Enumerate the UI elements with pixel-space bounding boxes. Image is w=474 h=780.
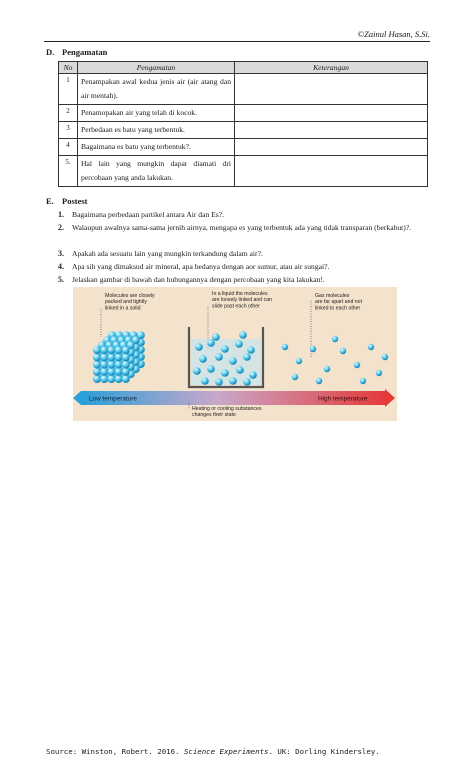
molecule: [247, 346, 255, 354]
molecule: [100, 361, 108, 369]
table-row: [59, 139, 428, 156]
section-d-heading: [46, 47, 107, 57]
molecule: [107, 368, 115, 376]
molecule: [229, 357, 237, 365]
molecule: [215, 378, 223, 386]
section-e-letter: E.: [46, 196, 54, 206]
table-row: [59, 156, 428, 187]
row-number: 4: [59, 139, 78, 156]
molecule: [229, 377, 237, 385]
question-item: [58, 261, 430, 274]
question-item: [58, 209, 430, 222]
molecule: [382, 354, 388, 360]
row-observation: Penamopakan air yang telah di kocok.: [78, 105, 235, 122]
molecule: [100, 375, 108, 383]
source-suffix: . UK: Dorling Kindersley.: [268, 747, 380, 756]
source-prefix: Source: Winston, Robert. 2016.: [46, 747, 184, 756]
molecule: [207, 365, 215, 373]
row-number: 5.: [59, 156, 78, 187]
molecule: [324, 366, 330, 372]
molecule: [100, 346, 108, 354]
row-observation: Penampakan awal kedua jenis air (air atang dan air mentah).: [78, 74, 235, 105]
left-arrowhead: [73, 391, 81, 405]
molecule: [107, 375, 115, 383]
table-row: [59, 122, 428, 139]
molecule: [239, 331, 247, 339]
molecule: [93, 353, 101, 361]
header-rule: [44, 41, 430, 42]
molecule: [115, 353, 123, 361]
molecule: [243, 353, 251, 361]
section-e-title: Postest: [62, 196, 88, 206]
question-number: 3.: [58, 249, 64, 258]
solid-molecules: [93, 331, 145, 383]
molecule: [93, 368, 101, 376]
molecule: [282, 344, 288, 350]
molecule: [207, 339, 215, 347]
molecule: [115, 375, 123, 383]
molecule: [195, 343, 203, 351]
molecule: [292, 374, 298, 380]
figure-captions: [105, 291, 363, 311]
question-text: Walaupun awalnya sama-sama jernih airnya, mengapa es yang terbentuk ada yang tidak transparan (berkabut)?.: [72, 223, 412, 232]
high-temperature-label: High temperature: [318, 395, 368, 403]
row-note[interactable]: [235, 139, 428, 156]
molecule: [221, 345, 229, 353]
molecule: [340, 348, 346, 354]
molecule: [235, 340, 243, 348]
row-observation: Hal lain yang mungkin dapat diamati dri percobaan yang anda lakukan.: [78, 156, 235, 187]
molecule: [93, 361, 101, 369]
section-e-heading: [46, 196, 88, 206]
molecule: [332, 336, 338, 342]
section-d-title: Pengamatan: [62, 47, 108, 57]
low-temperature-label: Low temperature: [89, 395, 137, 403]
question-number: 2.: [58, 223, 64, 232]
molecule: [115, 361, 123, 369]
molecule: [243, 378, 251, 386]
row-note[interactable]: [235, 105, 428, 122]
molecule: [100, 368, 108, 376]
question-number: 5.: [58, 275, 64, 284]
question-text: Jelaskan gambar di bawah dan hubungannya dengan percobaan yang kita lakukan!.: [72, 275, 325, 284]
question-item: [58, 222, 430, 235]
question-item: [58, 248, 430, 261]
source-book: Science Experiments: [183, 747, 269, 756]
molecule: [201, 377, 209, 385]
col-note-header: Keterangan: [235, 62, 428, 74]
molecule: [107, 353, 115, 361]
col-no-header: No: [59, 62, 78, 74]
molecule: [199, 355, 207, 363]
row-observation: Bagaimana es batu yang terbentuk?.: [78, 139, 235, 156]
molecule: [249, 371, 257, 379]
gas-molecules: [282, 336, 388, 384]
question-text: Apa sih yang dimaksud air mineral, apa bedanya dengan aor sumur, atau air sungai?.: [72, 262, 330, 271]
solid-caption: Molecules are closely packed and tightly linked in a solid: [105, 293, 155, 312]
figure-svg: [73, 287, 397, 421]
row-number: 2: [59, 105, 78, 122]
molecule: [122, 361, 130, 369]
question-item: [58, 274, 430, 287]
question-text: Apakah ada sesuatu lain yang mungkin terkandung dalam air?.: [72, 249, 263, 258]
states-of-matter-figure: [73, 287, 397, 421]
source-citation: [46, 747, 380, 756]
row-note[interactable]: [235, 156, 428, 187]
question-text: Bagaimana perbedaan partikel antara Air dan Es?.: [72, 210, 225, 219]
change-caption: Heating or cooling substances changes their state: [192, 406, 262, 418]
molecule: [360, 378, 366, 384]
molecule: [115, 346, 123, 354]
table-header-row: [59, 62, 428, 74]
molecule: [122, 353, 130, 361]
molecule: [122, 346, 130, 354]
molecule: [115, 368, 123, 376]
molecule: [122, 375, 130, 383]
molecule: [93, 346, 101, 354]
molecule: [368, 344, 374, 350]
molecule: [93, 375, 101, 383]
molecule: [310, 346, 316, 352]
molecule: [122, 368, 130, 376]
molecule: [193, 367, 201, 375]
molecule: [221, 369, 229, 377]
molecule: [316, 378, 322, 384]
row-number: 1: [59, 74, 78, 105]
molecule: [236, 366, 244, 374]
observation-table: [58, 61, 428, 187]
row-observation: Perbedaan es batu yang terbentuk.: [78, 122, 235, 139]
molecule: [354, 362, 360, 368]
header-text: ©Zainul Hasan, S.Si.: [357, 29, 430, 39]
gas-caption: Gas molecules are far apart and not linked to each other: [315, 293, 363, 312]
row-note[interactable]: [235, 122, 428, 139]
question-number: 1.: [58, 210, 64, 219]
molecule: [107, 361, 115, 369]
molecule: [107, 346, 115, 354]
row-note[interactable]: [235, 74, 428, 105]
col-observation-header: Pengamatan: [78, 62, 235, 74]
molecule: [212, 333, 220, 341]
section-d-letter: D.: [46, 47, 55, 57]
molecule: [215, 353, 223, 361]
question-number: 4.: [58, 262, 64, 271]
row-number: 3: [59, 122, 78, 139]
liquid-caption: In a liquid the molecules are loosely linked and can slide past each other: [212, 291, 272, 310]
right-arrowhead: [385, 389, 395, 407]
table-row: [59, 105, 428, 122]
table-row: [59, 74, 428, 105]
molecule: [100, 353, 108, 361]
molecule: [376, 370, 382, 376]
molecule: [296, 358, 302, 364]
